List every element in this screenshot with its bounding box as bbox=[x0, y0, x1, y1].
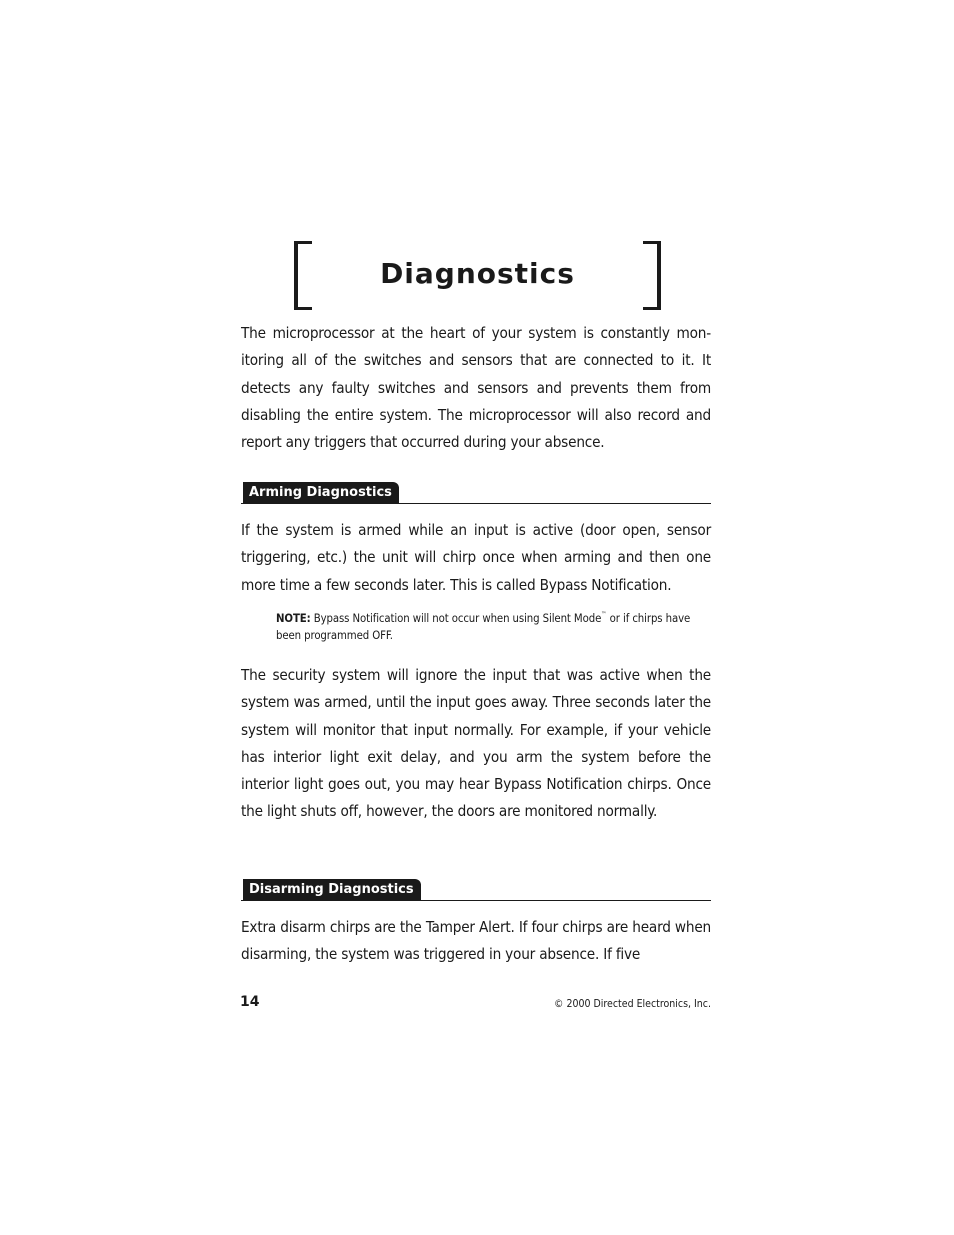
page-title: Diagnostics bbox=[380, 257, 575, 290]
intro-paragraph: The microprocessor at the heart of your system is constantly mon-itoring all of the switches and sensors that are connected to it. It detects any faulty switches and sensors and prevents them from disabling the entire system. The microprocessor will also record and report any triggers that occurred during your absence. bbox=[241, 324, 711, 452]
note-text-b: or if chirps have been programmed OFF. bbox=[276, 612, 691, 642]
bypass-note bbox=[276, 610, 696, 644]
arming-paragraph-2: The security system will ignore the input that was active when the system was armed, until the input goes away. Three seconds later the system will monitor that input normally. For example, if your vehicle has interior light exit delay, and you arm the system before the interior light goes out, you may hear Bypass Notification chirps. Once the light shuts off, however, the doors are monitored normally. bbox=[241, 666, 711, 821]
disarming-paragraph-1: Extra disarm chirps are the Tamper Alert. If four chirps are heard when disarming, the system was triggered in your absence. If five bbox=[241, 918, 711, 964]
arming-diagnostics-tab: Arming Diagnostics bbox=[243, 482, 399, 503]
arming-diagnostics-heading bbox=[241, 481, 711, 504]
right-bracket-icon bbox=[643, 241, 661, 310]
trademark-mark: ™ bbox=[601, 611, 607, 618]
note-text-a: Bypass Notification will not occur when using Silent Mode bbox=[310, 612, 602, 625]
page-number: 14 bbox=[240, 994, 260, 1010]
title-block bbox=[294, 241, 661, 308]
disarming-diagnostics-tab: Disarming Diagnostics bbox=[243, 879, 421, 900]
note-label: NOTE: bbox=[276, 612, 311, 625]
arming-paragraph-1: If the system is armed while an input is active (door open, sensor triggering, etc.) the unit will chirp once when arming and then one more time a few seconds later. This is called Bypass Notification. bbox=[241, 521, 711, 594]
copyright-notice: © 2000 Directed Electronics, Inc. bbox=[554, 998, 711, 1010]
disarming-diagnostics-heading bbox=[241, 878, 711, 901]
